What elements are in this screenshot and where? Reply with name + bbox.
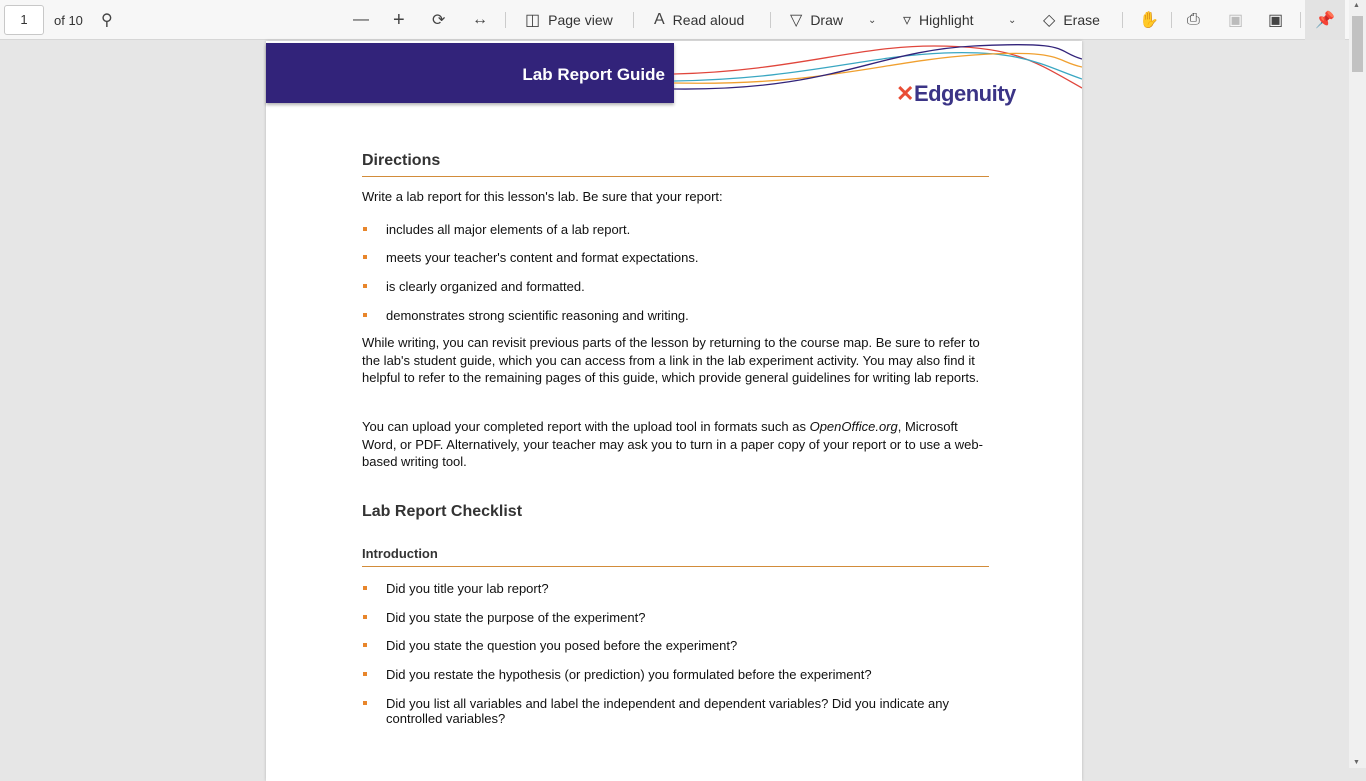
- read-aloud-icon: A: [654, 11, 665, 28]
- search-button[interactable]: [101, 0, 113, 40]
- rotate-icon: ⟳: [432, 12, 446, 29]
- highlight-button[interactable]: [903, 0, 974, 40]
- read-aloud-button[interactable]: [654, 0, 744, 40]
- vertical-scrollbar[interactable]: [1349, 0, 1366, 768]
- draw-label: Draw: [810, 12, 843, 28]
- introduction-subheading: Introduction: [362, 546, 989, 567]
- plus-icon: +: [393, 8, 405, 31]
- save-button[interactable]: [1228, 0, 1243, 40]
- page-view-icon: ◫: [525, 12, 541, 29]
- draw-button[interactable]: [790, 0, 843, 40]
- page-total: [54, 0, 83, 40]
- draw-icon: ▽: [790, 12, 803, 29]
- list-item: Did you list all variables and label the independent and dependent variables? Did you indicate any controlled variables?: [362, 696, 982, 726]
- zoom-in-button[interactable]: [393, 0, 405, 40]
- pdf-toolbar: [0, 0, 1349, 40]
- page-number-input[interactable]: 1: [4, 5, 44, 35]
- minus-icon: —: [353, 11, 369, 28]
- directions-intro: Write a lab report for this lesson's lab. Be sure that your report:: [362, 189, 723, 204]
- read-aloud-label: Read aloud: [672, 12, 745, 28]
- print-icon: ⎙: [1187, 11, 1200, 28]
- scroll-up-icon[interactable]: ▲: [1353, 2, 1360, 9]
- highlight-options-button[interactable]: [1008, 0, 1016, 40]
- chevron-down-icon: ⌄: [1008, 14, 1017, 26]
- eraser-icon: ◇: [1043, 12, 1056, 29]
- page-total-label: of 10: [54, 12, 83, 28]
- highlight-icon: ▿: [903, 12, 912, 29]
- list-item: includes all major elements of a lab report.: [362, 222, 982, 237]
- touch-button[interactable]: [1139, 0, 1159, 40]
- list-item: is clearly organized and formatted.: [362, 279, 982, 294]
- highlight-label: Highlight: [919, 12, 974, 28]
- list-item: Did you state the question you posed before the experiment?: [362, 638, 982, 653]
- decorative-waves: [674, 41, 1082, 101]
- fit-width-icon: ↔: [472, 11, 488, 28]
- logo-text: Edgenuity: [913, 81, 1016, 106]
- upload-paragraph: You can upload your completed report with the upload tool in formats such as OpenOffice.org, Microsoft Word, or PDF. Alternatively, your teacher may ask you to turn in a paper copy of your report or to use a web-based writing tool.: [362, 419, 983, 469]
- erase-button[interactable]: [1043, 0, 1100, 40]
- save-icon: ▣: [1228, 12, 1244, 29]
- draw-options-button[interactable]: [868, 0, 876, 40]
- pin-toolbar-button[interactable]: [1305, 0, 1345, 40]
- save-as-button[interactable]: [1268, 0, 1283, 40]
- list-item: Did you title your lab report?: [362, 581, 982, 596]
- pin-icon: 📌: [1315, 12, 1335, 29]
- header-banner: [266, 43, 674, 103]
- hand-icon: ✋: [1139, 12, 1159, 29]
- edgenuity-logo: ✕Edgenuity: [896, 81, 1016, 106]
- scrollbar-thumb[interactable]: [1352, 16, 1363, 72]
- checklist-heading: Lab Report Checklist: [362, 503, 523, 520]
- directions-heading: Directions: [362, 152, 989, 177]
- erase-label: Erase: [1063, 12, 1100, 28]
- directions-paragraph: While writing, you can revisit previous parts of the lesson by returning to the course map. Be sure to refer to the lab's student guide, which you can access from a link in the lab experiment activity. You may also find it helpful to refer to the remaining pages of this guide, which provide general guidelines for writing lab reports.: [362, 335, 980, 385]
- banner-title: Lab Report Guide: [522, 65, 665, 84]
- list-item: Did you restate the hypothesis (or prediction) you formulated before the experiment?: [362, 667, 982, 682]
- print-button[interactable]: [1187, 0, 1200, 40]
- rotate-button[interactable]: [432, 0, 445, 40]
- list-item: Did you state the purpose of the experiment?: [362, 610, 982, 625]
- fit-width-button[interactable]: [472, 0, 488, 40]
- chevron-down-icon: ⌄: [868, 14, 877, 26]
- page-view-label: Page view: [548, 12, 613, 28]
- list-item: demonstrates strong scientific reasoning and writing.: [362, 308, 982, 323]
- save-as-icon: ▣: [1268, 12, 1284, 29]
- search-icon: ⚲: [101, 12, 113, 29]
- page-view-button[interactable]: [525, 0, 613, 40]
- list-item: meets your teacher's content and format expectations.: [362, 250, 982, 265]
- zoom-out-button[interactable]: [353, 0, 369, 40]
- pdf-page: [266, 41, 1082, 781]
- scroll-down-icon[interactable]: ▼: [1353, 759, 1360, 766]
